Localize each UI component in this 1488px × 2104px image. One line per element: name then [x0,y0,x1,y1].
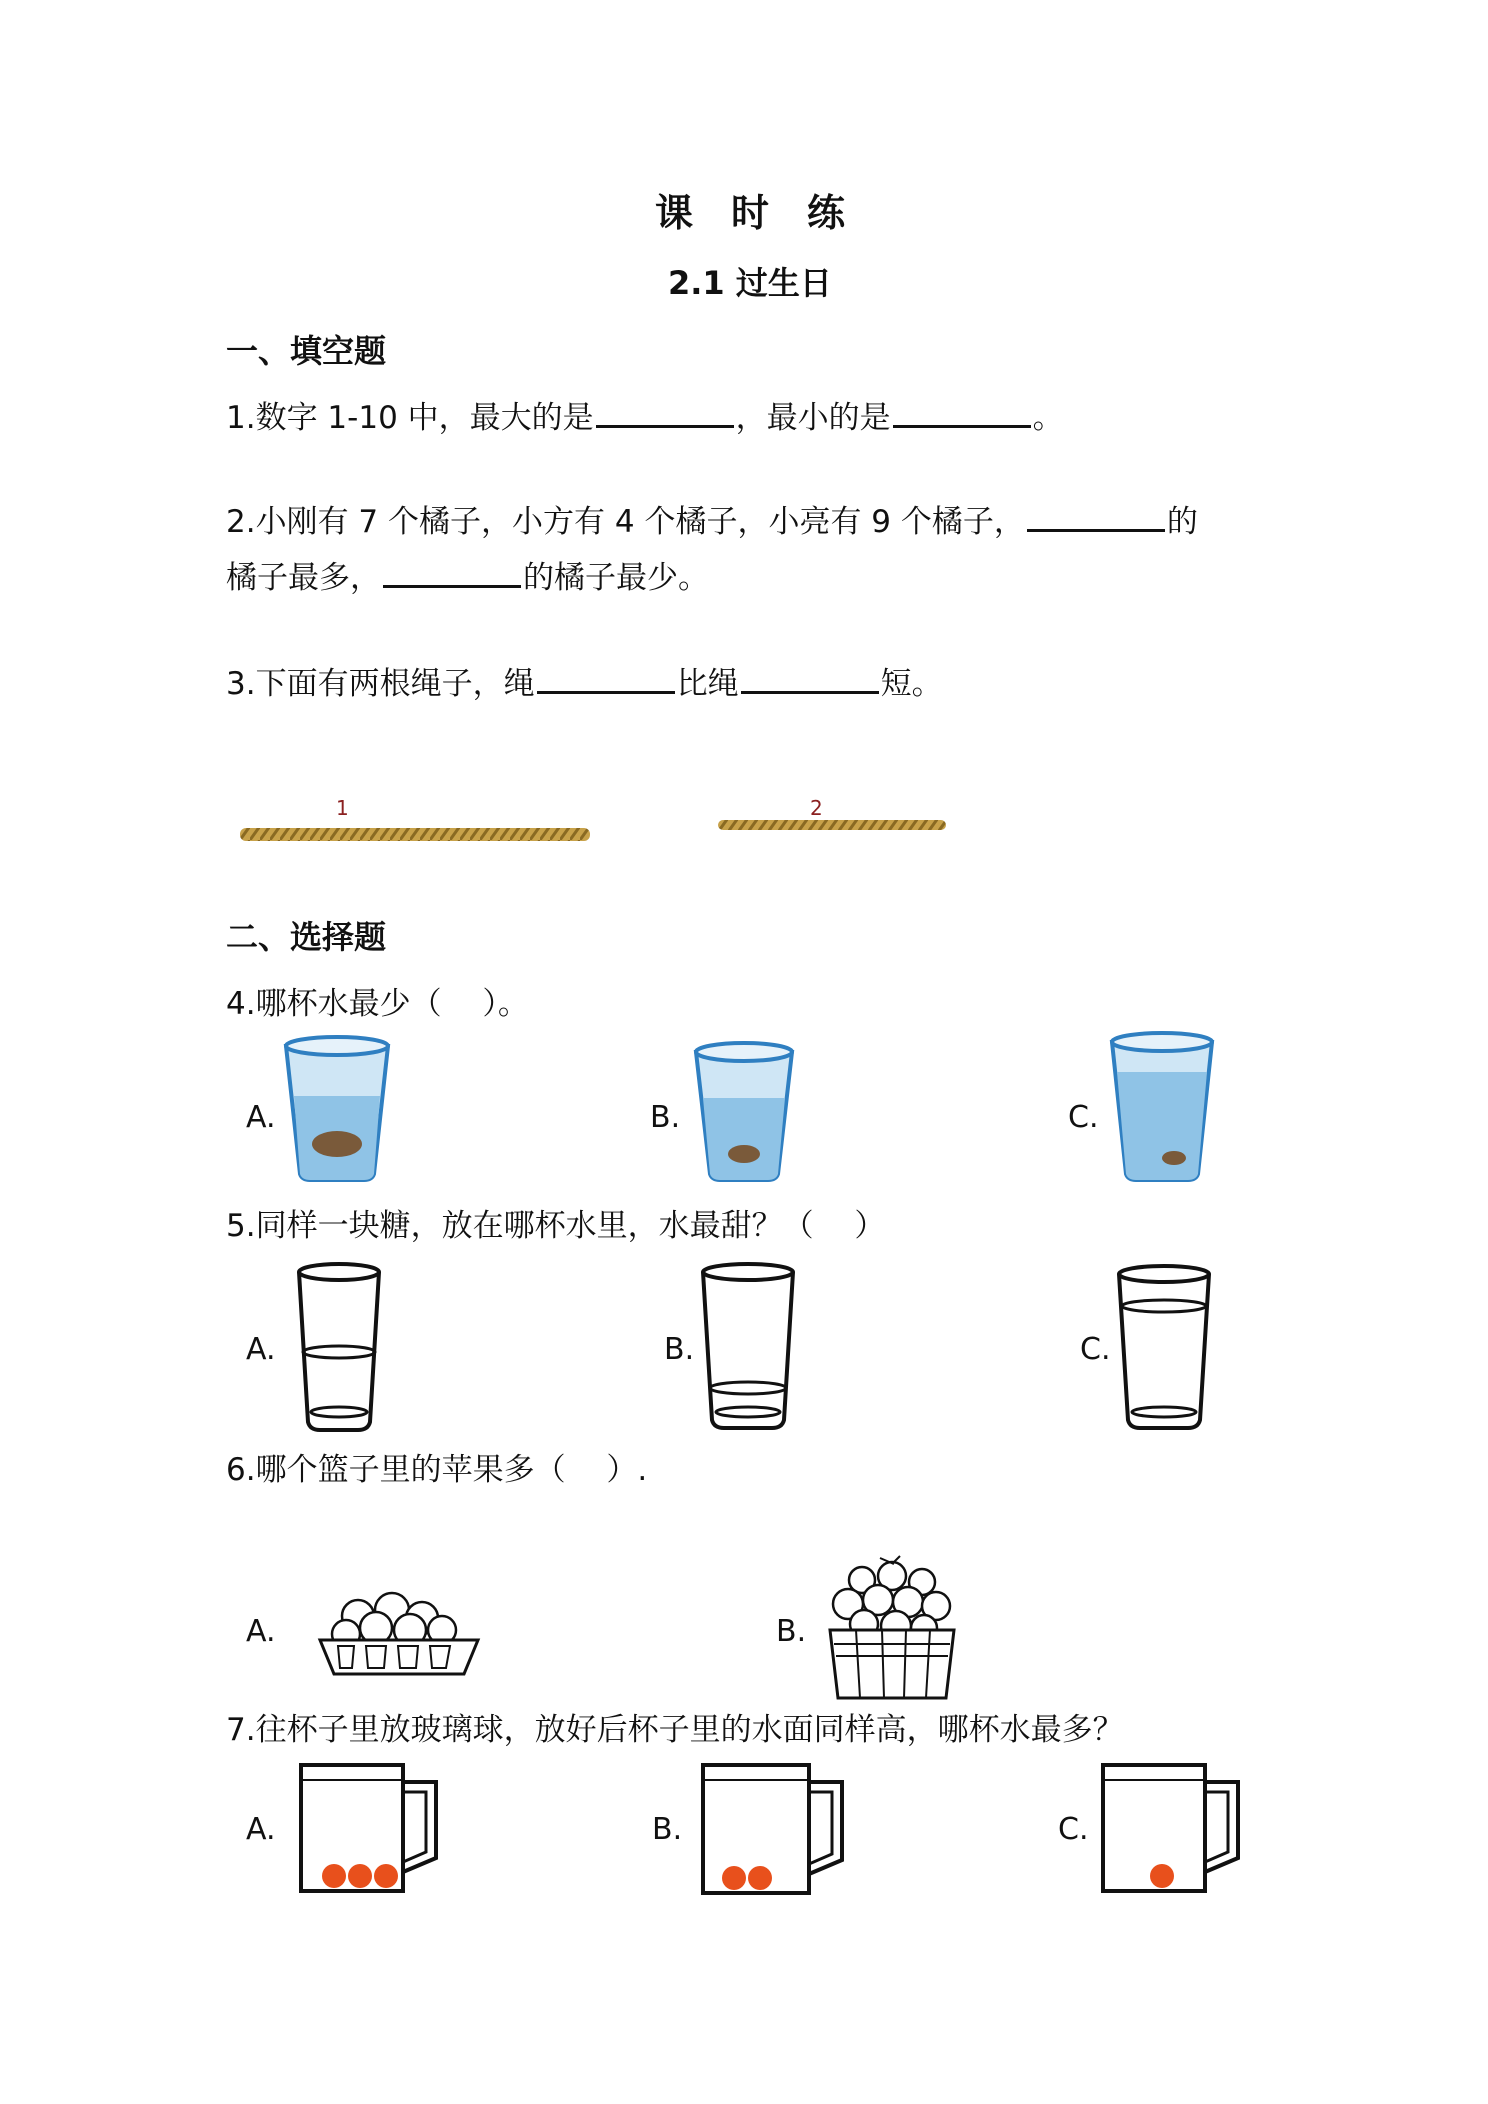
q2-blank-2[interactable] [383,559,521,588]
q1-text-b: ，最小的是 [735,400,891,436]
q4-option-a-label[interactable]: A. [246,1100,276,1135]
q1-text-c: 。 [1032,400,1064,436]
q7-jug-c-image [1100,1762,1246,1896]
q5-option-c-label[interactable]: C. [1080,1332,1111,1367]
question-2-line-2 [226,550,709,606]
q2-text-b: 的 [1166,504,1198,540]
q3-text-c: 短。 [880,666,943,702]
q3-text-a: 3.下面有两根绳子，绳 [226,666,535,702]
rope-1-image [240,826,590,844]
q6-basket-b-image [820,1552,964,1700]
q2-text-d: 的橘子最少。 [523,560,709,596]
q6-option-a-label[interactable]: A. [246,1614,276,1649]
q6-option-b-label[interactable]: B. [776,1614,807,1649]
question-5: 5.同样一块糖，放在哪杯水里，水最甜？（ ） [226,1208,886,1244]
q4-option-c-label[interactable]: C. [1068,1100,1099,1135]
q4-glass-a-image [282,1036,392,1182]
q7-jug-a-image [298,1762,444,1896]
question-3 [226,656,943,712]
q5-glass-b-image [700,1262,796,1432]
q5-glass-a-image [296,1262,382,1434]
section-choice-heading: 二、选择题 [226,918,387,956]
q5-option-a-label[interactable]: A. [246,1332,276,1367]
page-subtitle: 2.1 过生日 [668,264,832,302]
q1-blank-2[interactable] [893,399,1031,428]
q7-option-c-label[interactable]: C. [1058,1812,1089,1847]
q5-glass-c-image [1116,1264,1212,1432]
q1-blank-1[interactable] [596,399,734,428]
q4-option-b-label[interactable]: B. [650,1100,681,1135]
question-6: 6.哪个篮子里的苹果多（ ）. [226,1452,648,1488]
q3-blank-1[interactable] [537,665,675,694]
q2-text-c: 橘子最多， [226,560,381,596]
page-title: 课 时 练 [655,191,846,235]
q3-blank-2[interactable] [741,665,879,694]
rope-2-label: 2 [810,796,823,820]
rope-2-image [718,818,946,832]
q3-text-b: 比绳 [676,666,739,702]
q7-option-a-label[interactable]: A. [246,1812,276,1847]
q5-option-b-label[interactable]: B. [664,1332,695,1367]
q7-option-b-label[interactable]: B. [652,1812,683,1847]
q4-glass-b-image [692,1042,796,1182]
question-1 [226,390,1064,446]
question-4: 4.哪杯水最少（ ）。 [226,986,529,1022]
section-fill-blank-heading: 一、填空题 [226,332,387,370]
q7-jug-b-image [700,1762,850,1898]
q1-text-a: 1.数字 1-10 中，最大的是 [226,400,594,436]
q6-basket-a-image [318,1580,480,1676]
rope-1-label: 1 [336,796,349,820]
q2-blank-1[interactable] [1027,503,1165,532]
q4-glass-c-image [1108,1032,1216,1182]
question-2 [226,494,1198,550]
question-7: 7.往杯子里放玻璃球，放好后杯子里的水面同样高，哪杯水最多？ [226,1712,1124,1748]
q2-text-a: 2.小刚有 7 个橘子，小方有 4 个橘子，小亮有 9 个橘子， [226,504,1025,540]
